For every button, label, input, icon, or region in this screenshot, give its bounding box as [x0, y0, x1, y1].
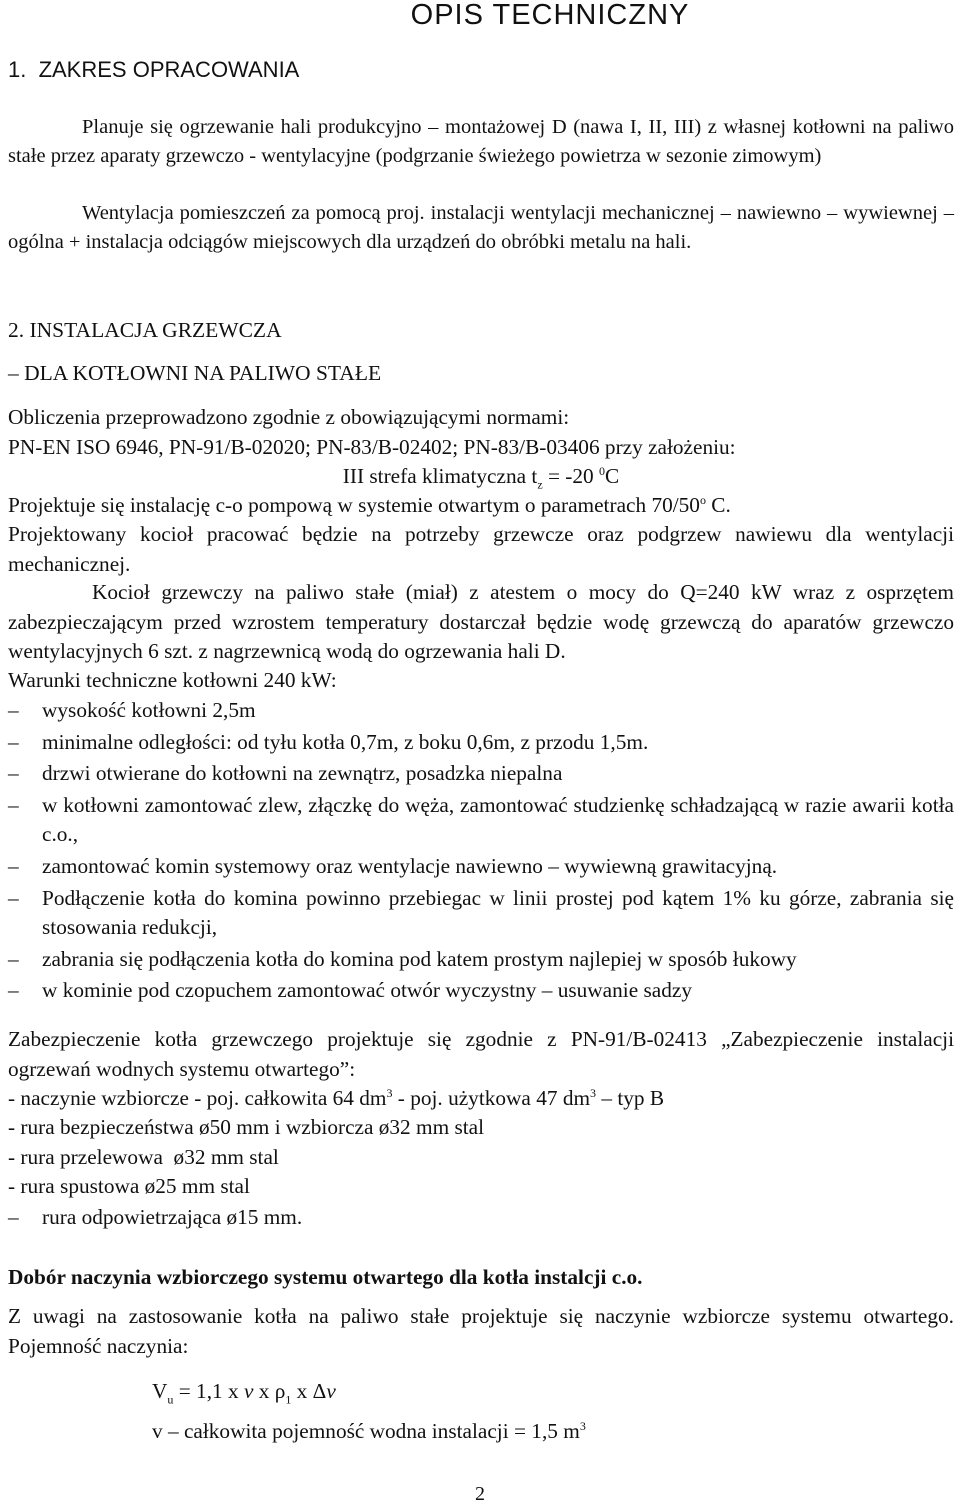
pipe-line: - rura przelewowa ø32 mm stal: [8, 1145, 279, 1169]
list-item: – w kotłowni zamontować zlew, złączkę do węża, zamontować studzienkę schładzającą w razie awarii kotła c.o.,: [8, 792, 954, 847]
list-item: – minimalne odległości: od tyłu kotła 0,7m, z boku 0,6m, z przodu 1,5m.: [8, 729, 649, 754]
selection-heading: Dobór naczynia wzbiorczego systemu otwartego dla kotła instalcji c.o.: [8, 1265, 643, 1289]
installation-unit: C.: [705, 493, 731, 517]
list-item: – zamontować komin systemowy oraz wentylacje nawiewno – wywiewną grawitacyjną.: [8, 853, 778, 878]
section-1-paragraph-1: Planuje się ogrzewanie hali produkcyjno – montażowej D (nawa I, II, III) z własnej kotłowni na paliwo stałe przez aparaty grzewczo - wentylacyjne (podgrzanie świeżego powietrza w sezonie zimowym): [8, 116, 954, 167]
installation-superscript: o: [699, 492, 706, 507]
expansion-vessel-line: [8, 1084, 954, 1114]
conditions-list: [8, 696, 954, 1006]
section-2-subheading: – DLA KOTŁOWNI NA PALIWO STAŁE: [8, 361, 382, 385]
climate-zone-value: = -20: [542, 464, 600, 488]
climate-zone-subscript: z: [537, 477, 543, 492]
list-item: – zabrania się podłączenia kotła do komina pod katem prostym najlepiej w sposób łukowy: [8, 946, 797, 971]
pipe-line: - rura bezpieczeństwa ø50 mm i wzbiorcza ø32 mm stal: [8, 1115, 485, 1139]
formula-line: $V_u = 1,1$ x v x $\rho_1$ x Δv: [152, 1379, 336, 1407]
formula-definition: v – całkowita pojemność wodna instalacji = 1,5 $m^3$: [152, 1418, 586, 1443]
vessel-total-capacity: - naczynie wzbiorcze - poj. całkowita 64 dm: [8, 1086, 387, 1110]
calc-intro: Obliczenia przeprowadzono zgodnie z obowiązującymi normami:: [8, 405, 570, 429]
document-title: OPIS TECHNICZNY: [410, 0, 690, 31]
list-item: – Podłączenie kotła do komina powinno przebiegac w linii prostej pod kątem 1% ku górze, zabrania się stosowania redukcji,: [8, 885, 954, 940]
list-item: – rura odpowietrzająca ø15 mm.: [8, 1205, 303, 1229]
climate-zone-text: III strefa klimatyczna t: [342, 464, 538, 488]
selection-text: Z uwagi na zastosowanie kotła na paliwo stałe projektuje się naczynie wzbiorcze systemu otwartego. Pojemność naczynia:: [8, 1304, 954, 1358]
vessel-superscript: 3: [386, 1085, 393, 1100]
list-item: – drzwi otwierane do kotłowni na zewnątrz, posadzka niepalna: [8, 761, 563, 786]
installation-text: Projektuje się instalację c-o pompową w systemie otwartym o parametrach 70/50: [8, 493, 700, 517]
climate-zone-unit: C: [605, 464, 620, 488]
vessel-usable-capacity: - poj. użytkowa 47 dm: [392, 1086, 591, 1110]
boiler-purpose: Projektowany kocioł pracować będzie na potrzeby grzewcze oraz podgrzew nawiewu dla wentylacji mechanicznej.: [8, 522, 954, 576]
list-item: – w kominie pod czopuchem zamontować otwór wyczystny – usuwanie sadzy: [8, 978, 692, 1003]
section-1-heading: 1. ZAKRES OPRACOWANIA: [8, 57, 300, 82]
section-1-paragraph-2: Wentylacja pomieszczeń za pomocą proj. instalacji wentylacji mechanicznej – nawiewno – wywiewnej – ogólna + instalacja odciągów miejscowych dla urządzeń do obróbki metalu na hali.: [8, 202, 954, 253]
list-item: – wysokość kotłowni 2,5m: [8, 698, 256, 722]
vessel-superscript: 3: [590, 1085, 597, 1100]
section-2-heading: 2. INSTALACJA GRZEWCZA: [8, 318, 282, 342]
pipe-line: - rura spustowa ø25 mm stal: [8, 1174, 250, 1198]
vessel-type: – typ B: [596, 1086, 665, 1110]
protection-intro: Zabezpieczenie kotła grzewczego projektuje się zgodnie z PN-91/B-02413 „Zabezpieczenie instalacji ogrzewań wodnych systemu otwartego”:: [8, 1027, 954, 1081]
conditions-heading: Warunki techniczne kotłowni 240 kW:: [8, 668, 337, 692]
boiler-description: Kocioł grzewczy na paliwo stałe (miał) z atestem o mocy do Q=240 kW wraz z osprzętem zabezpieczającym przed wzrostem temperatury dostarczał będzie wodę grzewczą do aparatów grzewczo wentylacyjnych 6 szt. z nagrzewnicą wodą do ogrzewania hali D.: [8, 580, 954, 664]
climate-zone-line: [8, 462, 954, 492]
norms-list: PN-EN ISO 6946, PN-91/B-02020; PN-83/B-02402; PN-83/B-03406 przy założeniu:: [8, 435, 736, 459]
vent-pipe-item: [8, 1203, 954, 1233]
climate-zone-superscript: 0: [599, 463, 606, 478]
page-number: 2: [475, 1483, 485, 1505]
installation-line: [8, 491, 954, 521]
